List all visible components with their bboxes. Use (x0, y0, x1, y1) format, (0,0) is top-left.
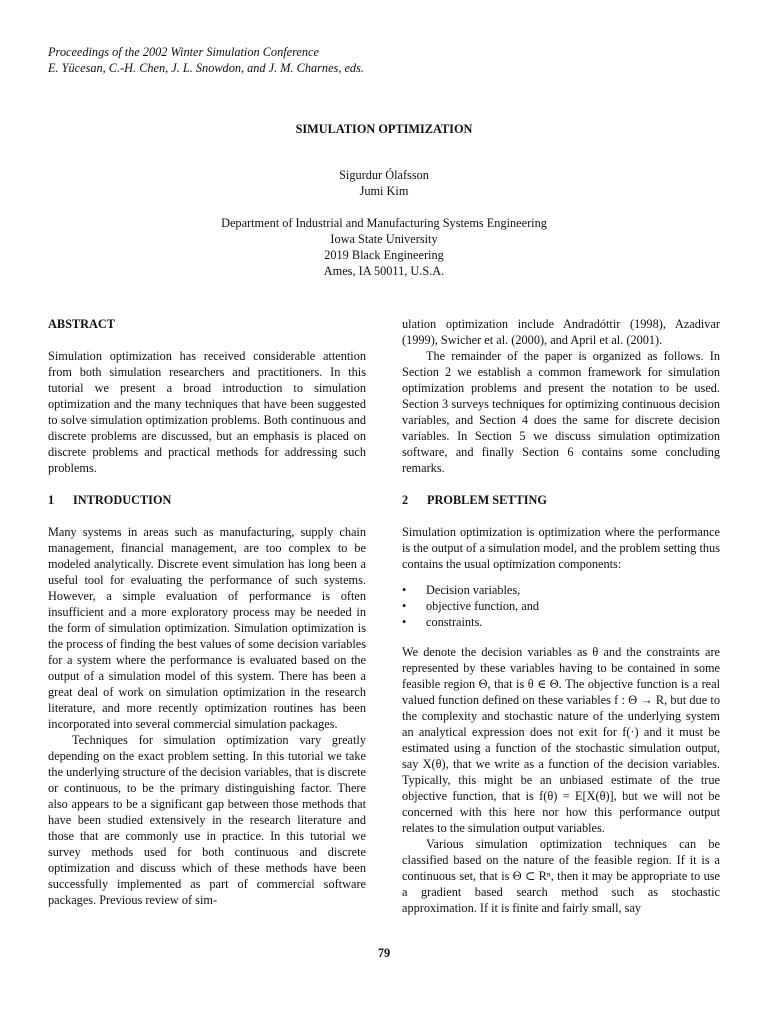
left-column (48, 316, 366, 908)
section-title: INTRODUCTION (73, 493, 172, 507)
proceedings-line: Proceedings of the 2002 Winter Simulation Conference (48, 45, 319, 59)
problem-paragraph: We denote the decision variables as θ and the constraints are represented by these variables having to be contained in some feasible region Θ, that is θ ∈ Θ. The objective function is a real valued function defined on these variables f : Θ → R, but due to the complexity and stochastic nature of the underlying system an analytical expression does not exit for f(·) and it must be estimated using a function of the stochastic simulation output, say X(θ), that we write as a function of the decision variables. Typically, this might be an unbiased estimate of the true objective function, that is f(θ) = E[X(θ)], but we will not be concerned with this here nor how this performance output relates to the simulation output variables. (402, 645, 720, 835)
intro-paragraph: Techniques for simulation optimization vary greatly depending on the exact problem setting. In this tutorial we take the underlying structure of the decision variables, that is discrete or continuous, to be the primary distinguishing factor. There also appears to be a significant gap between those methods that have been studied extensively in the research literature and those that are commonly use in practice. In this tutorial we survey methods used for both continuous and discrete optimization and discuss which of these methods have been successfully implemented as part of commercial software packages. Previous review of sim- (48, 733, 366, 907)
affiliation (0, 215, 768, 279)
components-list (402, 582, 720, 630)
author-name: Sigurdur Ólafsson (339, 168, 429, 182)
section-heading-introduction (48, 492, 366, 508)
intro-paragraph-continued: ulation optimization include Andradóttir (1998), Azadivar (1999), Swicher et al. (2000), and April et al. (2001). (402, 317, 720, 347)
abstract-heading: ABSTRACT (48, 317, 115, 331)
intro-paragraph: The remainder of the paper is organized as follows. In Section 2 we establish a common framework for simulation optimization problems and present the notation to be used. Section 3 surveys techniques for optimizing continuous decision variables, and Section 4 does the same for discrete decision variables. In Section 5 we discuss simulation optimization software, and finally Section 6 contains some concluding remarks. (402, 349, 720, 475)
section-heading-problem-setting (402, 492, 720, 508)
affiliation-line: Iowa State University (330, 232, 438, 246)
list-item (402, 582, 720, 598)
editors-line: E. Yücesan, C.-H. Chen, J. L. Snowdon, and J. M. Charnes, eds. (48, 61, 364, 75)
affiliation-line: Ames, IA 50011, U.S.A. (323, 264, 445, 278)
bullet-icon: • (402, 615, 407, 629)
bullet-icon: • (402, 583, 407, 597)
problem-paragraph: Simulation optimization is optimization where the performance is the output of a simulation model, and the problem setting thus contains the usual optimization components: (402, 525, 720, 571)
list-item (402, 614, 720, 630)
list-item (402, 598, 720, 614)
right-column (402, 316, 720, 916)
author-name: Jumi Kim (359, 184, 409, 198)
intro-paragraph: Many systems in areas such as manufacturing, supply chain management, financial management, are too complex to be modeled analytically. Discrete event simulation has long been a useful tool for evaluating the performance of such systems. However, a simple evaluation of performance is often insufficient and a more exploratory process may be needed in the form of simulation optimization. Simulation optimization is the process of finding the best values of some decision variables for a system where the performance is evaluated based on the output of a simulation model of this system. There has been a great deal of work on simulation optimization in the research literature, and more recently optimization routines has been incorporated into several commercial simulation packages. (48, 525, 366, 731)
section-number: 2 (402, 493, 409, 507)
problem-paragraph: Various simulation optimization techniques can be classified based on the nature of the feasible region. If it is a continuous set, that is Θ ⊂ Rⁿ, then it may be appropriate to use a gradient based search method such as stochastic approximation. If it is finite and fairly small, say (402, 837, 720, 915)
section-title: PROBLEM SETTING (427, 493, 547, 507)
author-list (0, 167, 768, 199)
list-item-text: constraints. (426, 615, 483, 629)
bullet-icon: • (402, 599, 407, 613)
list-item-text: objective function, and (426, 599, 540, 613)
page-number: 79 (377, 946, 391, 960)
proceedings-header (48, 44, 364, 76)
paper-title: SIMULATION OPTIMIZATION (295, 122, 473, 136)
section-number: 1 (48, 493, 55, 507)
abstract-text: Simulation optimization has received considerable attention from both simulation researchers and practitioners. In this tutorial we present a broad introduction to simulation optimization and the many techniques that have been suggested to solve simulation optimization problems. Both continuous and discrete problems are discussed, but an emphasis is placed on discrete problems and practical methods for addressing such problems. (48, 349, 366, 475)
affiliation-line: 2019 Black Engineering (324, 248, 444, 262)
list-item-text: Decision variables, (426, 583, 521, 597)
affiliation-line: Department of Industrial and Manufacturing Systems Engineering (221, 216, 547, 230)
